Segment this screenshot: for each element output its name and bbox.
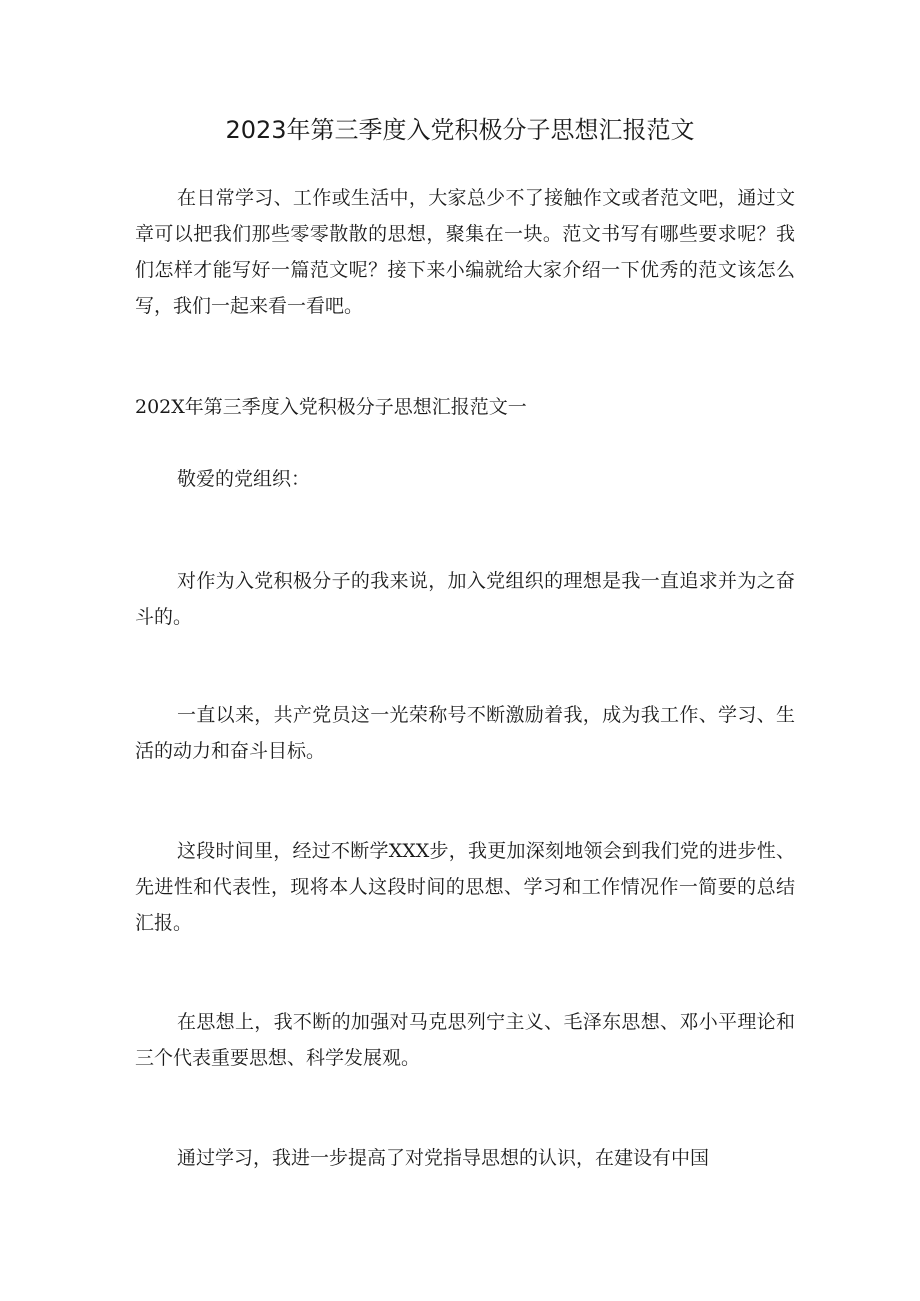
body-paragraph-4: 在思想上，我不断的加强对马克思列宁主义、毛泽东思想、邓小平理论和三个代表重要思想、科学发展观。 [135,1011,795,1069]
body-paragraph-5: 通过学习，我进一步提高了对党指导思想的认识，在建设有中国 [177,1147,710,1169]
body-paragraph-1: 对作为入党积极分子的我来说，加入党组织的理想是我一直追求并为之奋斗的。 [135,570,795,628]
salutation: 敬爱的党组织： [177,468,311,490]
body-paragraph-2: 一直以来，共产党员这一光荣称号不断激励着我，成为我工作、学习、生活的动力和奋斗目标。 [135,704,795,762]
intro-paragraph: 在日常学习、工作或生活中，大家总少不了接触作文或者范文吧，通过文章可以把我们那些零零散散的思想，聚集在一块。范文书写有哪些要求呢？我们怎样才能写好一篇范文呢？接下来小编就给大家介绍一下优秀的范文该怎么写，我们一起来看一看吧。 [135,187,795,317]
document-title: 2023年第三季度入党积极分子思想汇报范文 [225,116,695,144]
section-heading: 202X年第三季度入党积极分子思想汇报范文一 [135,396,527,418]
body-paragraph-3: 这段时间里，经过不断学XXX步，我更加深刻地领会到我们党的进步性、先进性和代表性，现将本人这段时间的思想、学习和工作情况作一简要的总结汇报。 [135,840,795,934]
